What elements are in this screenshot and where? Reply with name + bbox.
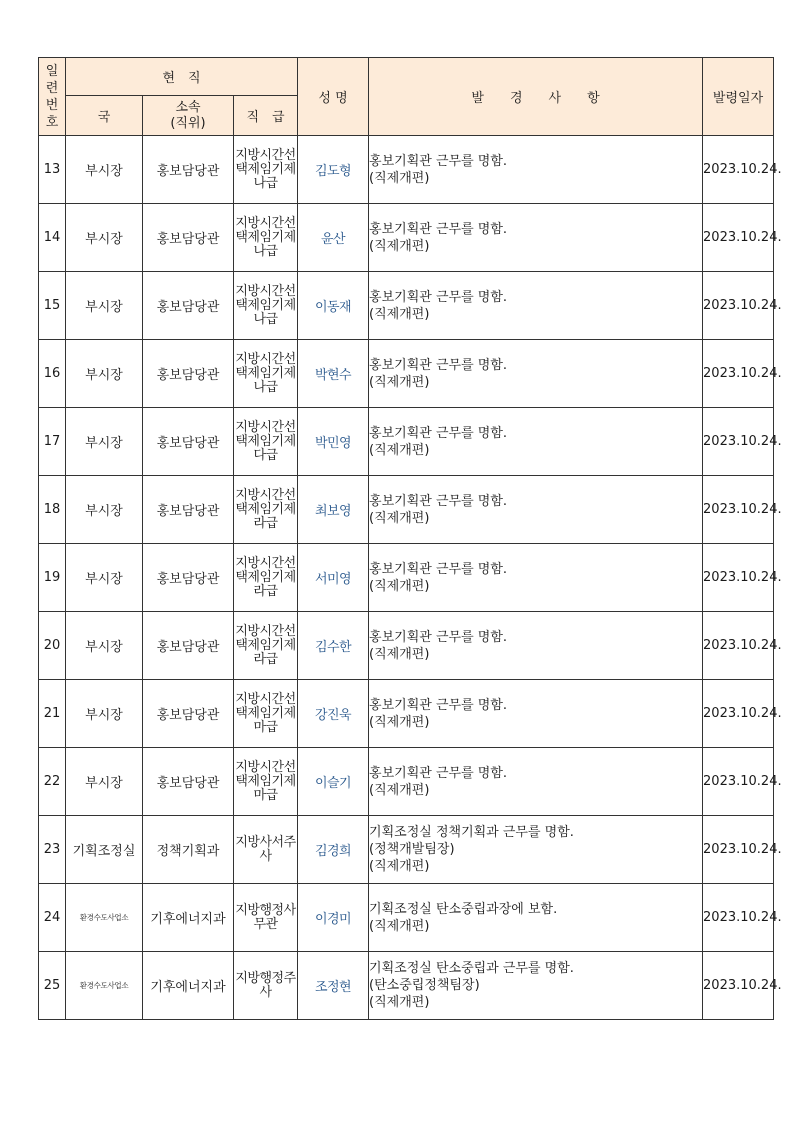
serial-number-cell: 19	[39, 544, 66, 612]
header-sosok: 소속 (직위)	[143, 96, 234, 136]
header-name: 성 명	[298, 58, 369, 136]
header-current-position: 현 직	[66, 58, 298, 96]
name-cell: 김수한	[298, 612, 369, 680]
name-cell: 김경희	[298, 816, 369, 884]
sosok-cell: 홍보담당관	[143, 476, 234, 544]
name-cell: 박현수	[298, 340, 369, 408]
order-cell: 홍보기획관 근무를 명함. (직제개편)	[369, 340, 703, 408]
guk-cell: 부시장	[66, 272, 143, 340]
serial-number-cell: 14	[39, 204, 66, 272]
sosok-cell: 기후에너지과	[143, 952, 234, 1020]
order-cell: 홍보기획관 근무를 명함. (직제개편)	[369, 476, 703, 544]
table-row	[39, 272, 774, 340]
personnel-order-table	[38, 57, 782, 1020]
guk-cell: 부시장	[66, 544, 143, 612]
grade-cell: 지방시간선 택제임기제 라급	[234, 544, 298, 612]
header-date: 발령일자	[703, 58, 774, 136]
table-row	[39, 680, 774, 748]
sosok-cell: 홍보담당관	[143, 340, 234, 408]
grade-cell: 지방행정주 사	[234, 952, 298, 1020]
name-cell: 강진욱	[298, 680, 369, 748]
serial-number-cell: 18	[39, 476, 66, 544]
sosok-cell: 홍보담당관	[143, 408, 234, 476]
table-body	[39, 136, 782, 1020]
guk-cell: 부시장	[66, 748, 143, 816]
guk-cell: 부시장	[66, 476, 143, 544]
guk-cell: 부시장	[66, 408, 143, 476]
serial-number-cell: 23	[39, 816, 66, 884]
table-row	[39, 476, 774, 544]
name-cell: 서미영	[298, 544, 369, 612]
header-grade: 직 급	[234, 96, 298, 136]
order-cell: 홍보기획관 근무를 명함. (직제개편)	[369, 680, 703, 748]
order-cell: 홍보기획관 근무를 명함. (직제개편)	[369, 136, 703, 204]
header-serial-number: 일 련 번 호	[39, 58, 66, 136]
guk-cell: 부시장	[66, 204, 143, 272]
header-order: 발 경 사 항	[369, 58, 703, 136]
sosok-cell: 정책기획과	[143, 816, 234, 884]
table-row	[39, 544, 774, 612]
sosok-cell: 홍보담당관	[143, 204, 234, 272]
table-row	[39, 816, 774, 884]
name-cell: 이동재	[298, 272, 369, 340]
name-cell: 이슬기	[298, 748, 369, 816]
grade-cell: 지방시간선 택제임기제 라급	[234, 476, 298, 544]
date-cell: 2023.10.24.	[703, 204, 774, 272]
grade-cell: 지방시간선 택제임기제 나급	[234, 340, 298, 408]
guk-cell: 부시장	[66, 612, 143, 680]
order-cell: 홍보기획관 근무를 명함. (직제개편)	[369, 204, 703, 272]
table-row	[39, 748, 774, 816]
serial-number-cell: 20	[39, 612, 66, 680]
table-row	[39, 408, 774, 476]
date-cell: 2023.10.24.	[703, 136, 774, 204]
grade-cell: 지방시간선 택제임기제 나급	[234, 272, 298, 340]
table-row	[39, 204, 774, 272]
header-guk: 국	[66, 96, 143, 136]
serial-number-cell: 24	[39, 884, 66, 952]
grade-cell: 지방행정사 무관	[234, 884, 298, 952]
date-cell: 2023.10.24.	[703, 680, 774, 748]
guk-cell: 환경수도사업소	[66, 952, 143, 1020]
grade-cell: 지방사서주 사	[234, 816, 298, 884]
guk-cell: 부시장	[66, 340, 143, 408]
serial-number-cell: 25	[39, 952, 66, 1020]
serial-number-cell: 15	[39, 272, 66, 340]
order-cell: 홍보기획관 근무를 명함. (직제개편)	[369, 408, 703, 476]
sosok-cell: 홍보담당관	[143, 680, 234, 748]
serial-number-cell: 17	[39, 408, 66, 476]
table-row	[39, 612, 774, 680]
name-cell: 박민영	[298, 408, 369, 476]
sosok-cell: 홍보담당관	[143, 544, 234, 612]
grade-cell: 지방시간선 택제임기제 마급	[234, 680, 298, 748]
sosok-cell: 홍보담당관	[143, 272, 234, 340]
grade-cell: 지방시간선 택제임기제 나급	[234, 136, 298, 204]
date-cell: 2023.10.24.	[703, 272, 774, 340]
order-cell: 홍보기획관 근무를 명함. (직제개편)	[369, 544, 703, 612]
grade-cell: 지방시간선 택제임기제 다급	[234, 408, 298, 476]
sosok-cell: 홍보담당관	[143, 748, 234, 816]
name-cell: 윤산	[298, 204, 369, 272]
table-row	[39, 136, 774, 204]
serial-number-cell: 22	[39, 748, 66, 816]
sosok-cell: 기후에너지과	[143, 884, 234, 952]
grade-cell: 지방시간선 택제임기제 나급	[234, 204, 298, 272]
guk-cell: 환경수도사업소	[66, 884, 143, 952]
name-cell: 이경미	[298, 884, 369, 952]
grade-cell: 지방시간선 택제임기제 마급	[234, 748, 298, 816]
name-cell: 김도형	[298, 136, 369, 204]
date-cell: 2023.10.24.	[703, 544, 774, 612]
name-cell: 조정현	[298, 952, 369, 1020]
sosok-cell: 홍보담당관	[143, 136, 234, 204]
date-cell: 2023.10.24.	[703, 816, 774, 884]
order-cell: 기획조정실 탄소중립과장에 보함. (직제개편)	[369, 884, 703, 952]
date-cell: 2023.10.24.	[703, 340, 774, 408]
guk-cell: 부시장	[66, 680, 143, 748]
date-cell: 2023.10.24.	[703, 476, 774, 544]
guk-cell: 기획조정실	[66, 816, 143, 884]
sosok-cell: 홍보담당관	[143, 612, 234, 680]
date-cell: 2023.10.24.	[703, 884, 774, 952]
serial-number-cell: 13	[39, 136, 66, 204]
order-cell: 홍보기획관 근무를 명함. (직제개편)	[369, 748, 703, 816]
date-cell: 2023.10.24.	[703, 408, 774, 476]
guk-cell: 부시장	[66, 136, 143, 204]
grade-cell: 지방시간선 택제임기제 라급	[234, 612, 298, 680]
order-cell: 홍보기획관 근무를 명함. (직제개편)	[369, 612, 703, 680]
date-cell: 2023.10.24.	[703, 748, 774, 816]
order-cell: 기획조정실 정책기획과 근무를 명함. (정책개발팀장) (직제개편)	[369, 816, 703, 884]
date-cell: 2023.10.24.	[703, 952, 774, 1020]
table-row	[39, 340, 774, 408]
table-row	[39, 884, 774, 952]
order-cell: 홍보기획관 근무를 명함. (직제개편)	[369, 272, 703, 340]
serial-number-cell: 16	[39, 340, 66, 408]
serial-number-cell: 21	[39, 680, 66, 748]
table-row	[39, 952, 774, 1020]
order-cell: 기획조정실 탄소중립과 근무를 명함. (탄소중립정책팀장) (직제개편)	[369, 952, 703, 1020]
date-cell: 2023.10.24.	[703, 612, 774, 680]
name-cell: 최보영	[298, 476, 369, 544]
